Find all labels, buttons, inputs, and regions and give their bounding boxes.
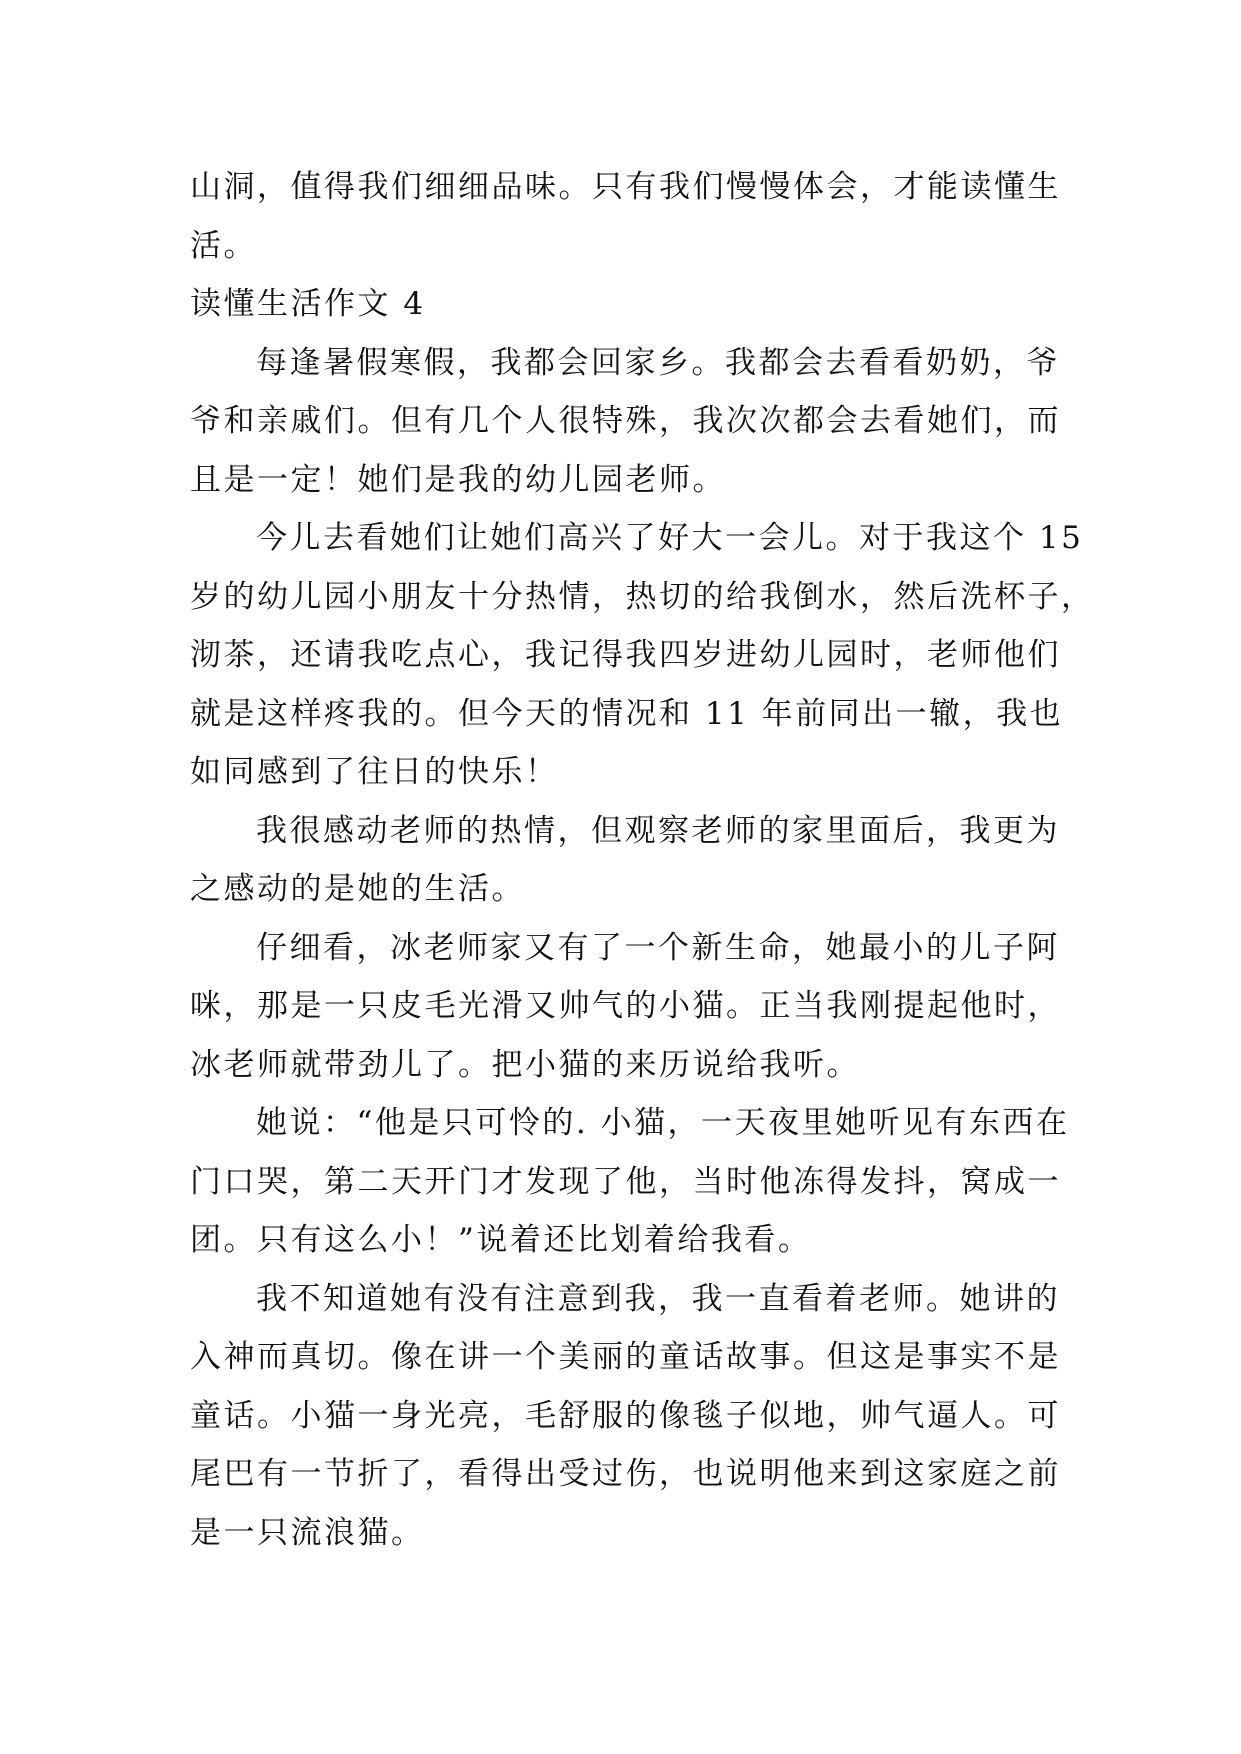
- paragraph-line: 咪，那是一只皮毛光滑又帅气的小猫。正当我刚提起他时，: [190, 988, 1061, 1024]
- paragraph-line: 爷和亲戚们。但有几个人很特殊，我次次都会去看她们，而: [190, 403, 1061, 439]
- paragraph-line: 今儿去看她们让她们高兴了好大一会儿。对于我这个 15: [256, 520, 1084, 556]
- paragraph-line: 就是这样疼我的。但今天的情况和 11 年前同出一辙，我也: [190, 695, 1064, 732]
- paragraph-line: 她说：“他是只可怜的. 小猫，一天夜里她听见有东西在: [256, 1105, 1070, 1141]
- paragraph-line: 我很感动老师的热情，但观察老师的家里面后，我更为: [256, 812, 1060, 849]
- paragraph-line: 且是一定！她们是我的幼儿园老师。: [190, 461, 726, 498]
- paragraph-line: 冰老师就带劲儿了。把小猫的来历说给我听。: [190, 1046, 860, 1083]
- paragraph-line: 尾巴有一节折了，看得出受过伤，也说明他来到这家庭之前: [190, 1456, 1061, 1492]
- paragraph-line: 每逢暑假寒假，我都会回家乡。我都会去看看奶奶，爷: [256, 344, 1060, 381]
- paragraph-line: 门口哭，第二天开门才发现了他，当时他冻得发抖，窝成一: [190, 1163, 1061, 1200]
- paragraph-line: 活。: [190, 227, 257, 264]
- document-body: [190, 158, 1095, 1562]
- paragraph-line: 山洞，值得我们细细品味。只有我们慢慢体会，才能读懂生: [190, 169, 1061, 205]
- paragraph-line: 之感动的是她的生活。: [190, 871, 525, 907]
- paragraph-line: 我不知道她有没有注意到我，我一直看着老师。她讲的: [256, 1280, 1060, 1317]
- paragraph-line: 如同感到了往日的快乐！: [190, 754, 559, 790]
- paragraph-line: 仔细看，冰老师家又有了一个新生命，她最小的儿子阿: [256, 929, 1060, 966]
- paragraph-line: 团。只有这么小！”说着还比划着给我看。: [190, 1222, 812, 1258]
- paragraph-line: 童话。小猫一身光亮，毛舒服的像毯子似地，帅气逼人。可: [190, 1397, 1061, 1434]
- paragraph-line: 岁的幼儿园小朋友十分热情，热切的给我倒水，然后洗杯子，: [190, 578, 1095, 615]
- paragraph-line: 沏茶，还请我吃点心，我记得我四岁进幼儿园时，老师他们: [190, 637, 1061, 673]
- paragraph-line: 入神而真切。像在讲一个美丽的童话故事。但这是事实不是: [190, 1339, 1061, 1375]
- paragraph-line: 是一只流浪猫。: [190, 1514, 425, 1551]
- section-heading: 读懂生活作文 4: [190, 286, 426, 322]
